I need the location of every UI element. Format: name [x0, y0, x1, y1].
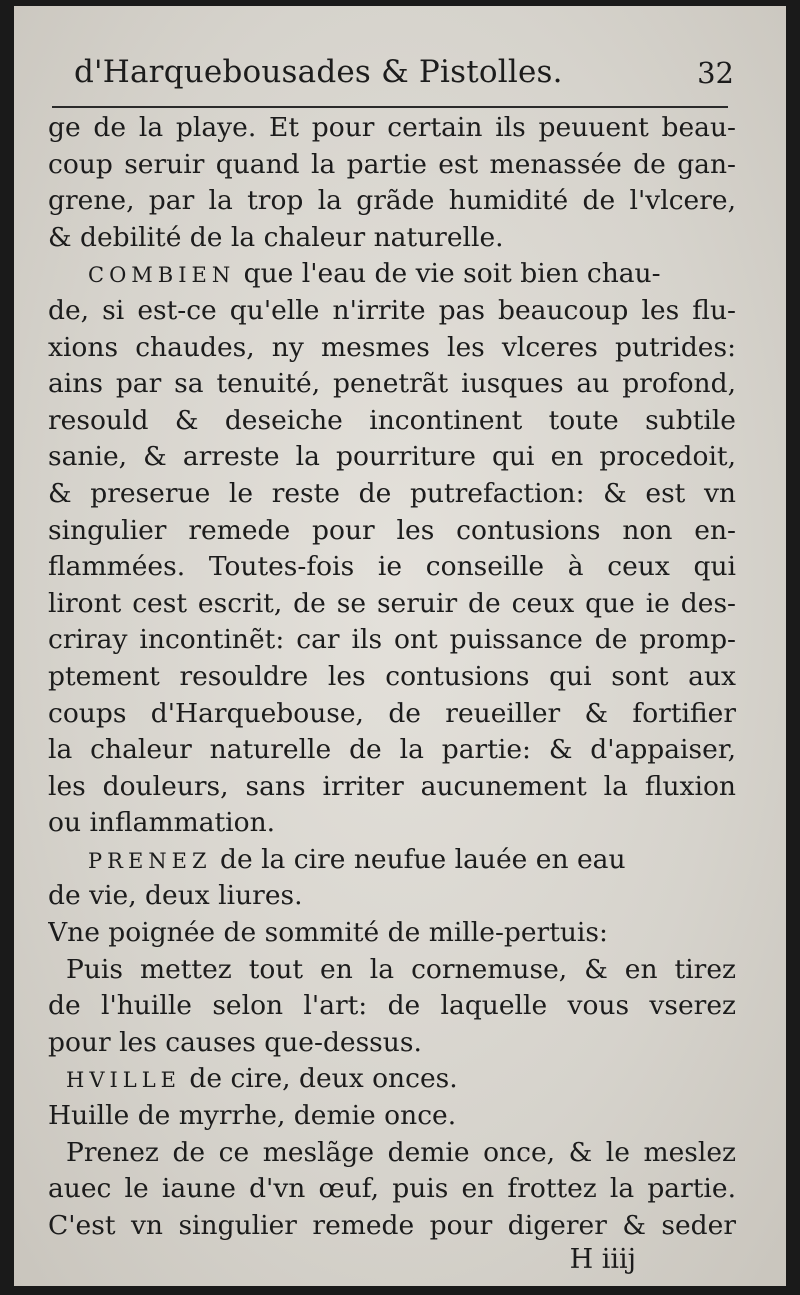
text-line: & preserue le reste de putrefaction: & est vn: [48, 477, 736, 509]
text-line: ptement resouldre les contusions qui sont aux: [48, 660, 736, 692]
text-line: Huille de myrrhe, demie once.: [48, 1100, 457, 1132]
text-line: la chaleur naturelle de la partie: & d'appaiser,: [48, 734, 736, 766]
header-rule: [52, 106, 728, 108]
text-line: Prenez de ce meslãge demie once, & le meslez: [66, 1136, 736, 1168]
page-number: 32: [697, 56, 734, 90]
text-line: [48, 256, 736, 293]
text-line: & debilité de la chaleur naturelle.: [48, 221, 504, 253]
text-line-rest: de cire, deux onces.: [181, 1063, 458, 1095]
text-line: sanie, & arreste la pourriture qui en procedoit,: [48, 441, 736, 473]
page-header: [74, 54, 734, 106]
body-text: [48, 110, 736, 1244]
book-page: [14, 6, 786, 1286]
text-line: coups d'Harquebouse, de reueiller & fortifier: [48, 697, 736, 729]
text-line: [48, 1061, 736, 1098]
text-line: coup seruir quand la partie est menassée de gan-: [48, 148, 736, 180]
text-line: C'est vn singulier remede pour digerer & seder: [48, 1209, 736, 1241]
text-line: auec le iaune d'vn œuf, puis en frottez la partie.: [48, 1173, 736, 1205]
text-line: xions chaudes, ny mesmes les vlceres putrides:: [48, 331, 736, 363]
text-line: ou inflammation.: [48, 807, 276, 839]
text-line-rest: de la cire neufue lauée en eau: [211, 843, 626, 875]
text-line-rest: que l'eau de vie soit bien chau-: [235, 258, 661, 290]
signature-mark: H iiij: [569, 1244, 636, 1275]
text-line: liront cest escrit, de se seruir de ceux que ie des-: [48, 587, 736, 619]
text-line: criray incontinẽt: car ils ont puissance de promp-: [48, 624, 736, 656]
text-line: les douleurs, sans irriter aucunement la fluxion: [48, 770, 736, 802]
text-line: ains par sa tenuité, penetrãt iusques au profond,: [48, 368, 736, 400]
text-line: Vne poignée de sommité de mille-pertuis:: [48, 917, 608, 949]
text-line: de l'huille selon l'art: de laquelle vous vserez: [48, 990, 736, 1022]
text-line: flammées. Toutes-fois ie conseille à ceux qui: [48, 551, 736, 583]
recipe-lead-word: HVILLE: [66, 1068, 181, 1093]
text-line: [48, 842, 736, 879]
text-line: de, si est-ce qu'elle n'irrite pas beaucoup les flu-: [48, 294, 736, 326]
recipe-lead-word: PRENEZ: [88, 848, 212, 873]
text-line: Puis mettez tout en la cornemuse, & en tirez: [66, 953, 736, 985]
text-line: de vie, deux liures.: [48, 880, 303, 912]
paragraph-lead-word: COMBIEN: [88, 263, 236, 288]
text-line: singulier remede pour les contusions non en-: [48, 514, 736, 546]
text-line: resould & deseiche incontinent toute subtile: [48, 404, 736, 436]
text-line: grene, par la trop la grãde humidité de l'vlcere,: [48, 185, 736, 217]
running-title: d'Harquebousades & Pistolles.: [74, 54, 563, 90]
text-line: pour les causes que-dessus.: [48, 1026, 422, 1058]
text-line: ge de la playe. Et pour certain ils peuuent beau-: [48, 112, 736, 143]
